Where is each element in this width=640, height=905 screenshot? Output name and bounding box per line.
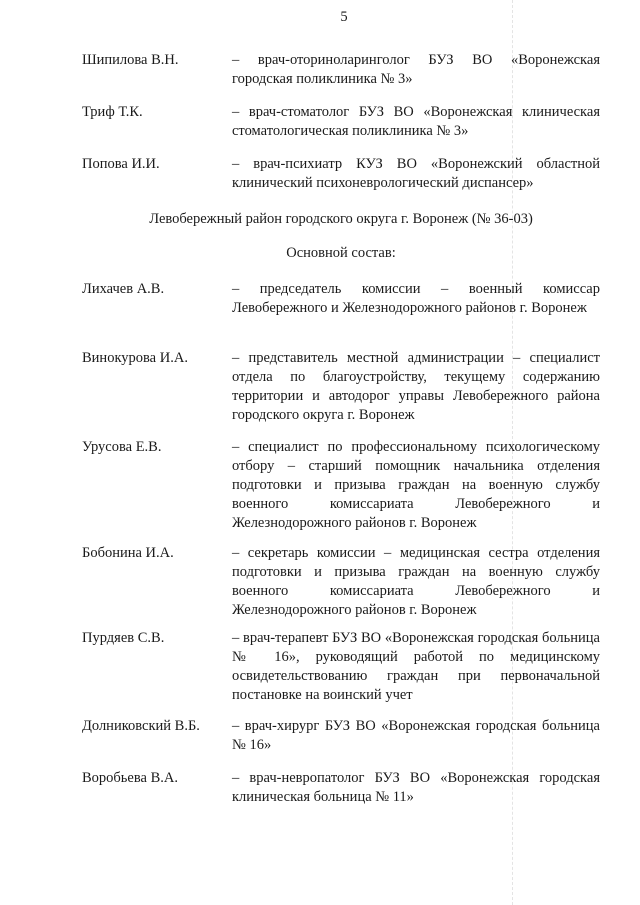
member-name: Пурдяев С.В. bbox=[82, 630, 165, 646]
page-number: 5 bbox=[340, 9, 348, 25]
member-role: – представитель местной администрации – специалист отдела по благоустройству, текущему содержанию территории и автодорог управы Левобережного района городского округа г. Воронеж bbox=[232, 350, 600, 423]
member-name: Лихачев А.В. bbox=[82, 281, 165, 297]
member-name: Урусова Е.В. bbox=[82, 439, 162, 455]
member-name: Винокурова И.А. bbox=[82, 350, 188, 366]
member-role: – секретарь комиссии – медицинская сестра отделения подготовки и призыва граждан на военную службу военного комиссариата Левобережного и Железнодорожного районов г. Воронеж bbox=[232, 545, 600, 618]
section-heading: Основной состав: bbox=[286, 245, 396, 261]
member-name: Триф Т.К. bbox=[82, 104, 143, 120]
district-heading: Левобережный район городского округа г. Воронеж (№ 36-03) bbox=[149, 211, 533, 227]
member-role: – специалист по профессиональному психологическому отбору – старший помощник начальника отделения подготовки и призыва граждан на военную службу военного комиссариата Левобережного и Железнодорожного районов г. Воронеж bbox=[232, 439, 600, 531]
member-name: Воробьева В.А. bbox=[82, 770, 178, 786]
member-name: Долниковский В.Б. bbox=[82, 718, 200, 734]
member-role: – председатель комиссии – военный комиссар Левобережного и Железнодорожного районов г. Воронеж bbox=[232, 281, 600, 316]
member-role: – врач-стоматолог БУЗ ВО «Воронежская клиническая стоматологическая поликлиника № 3» bbox=[232, 104, 600, 139]
member-name: Бобонина И.А. bbox=[82, 545, 174, 561]
member-role: – врач-оториноларинголог БУЗ ВО «Воронежская городская поликлиника № 3» bbox=[232, 52, 600, 87]
member-role: – врач-невропатолог БУЗ ВО «Воронежская городская клиническая больница № 11» bbox=[232, 770, 600, 805]
member-role: – врач-психиатр КУЗ ВО «Воронежский областной клинический психоневрологический диспансер» bbox=[232, 156, 600, 191]
member-role: – врач-терапевт БУЗ ВО «Воронежская городская больница № 16», руководящий работой по медицинскому освидетельствованию граждан при первоначальной постановке на воинский учет bbox=[232, 630, 600, 703]
member-role: – врач-хирург БУЗ ВО «Воронежская городская больница № 16» bbox=[232, 718, 600, 753]
member-name: Попова И.И. bbox=[82, 156, 160, 172]
member-name: Шипилова В.Н. bbox=[82, 52, 179, 68]
